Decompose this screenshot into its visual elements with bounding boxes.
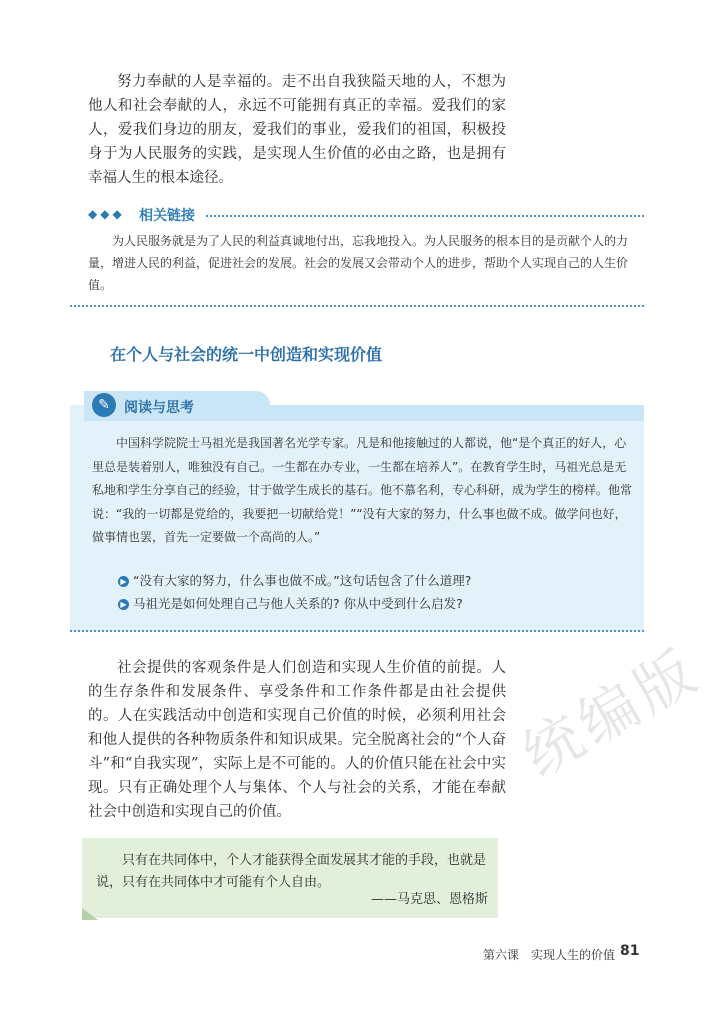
- quote-text: 只有在共同体中，个人才能获得全面发展其才能的手段，也就是说，只有在共同体中才可能有个人自由。: [96, 853, 487, 890]
- reading-icon: ✎: [92, 393, 116, 417]
- quote-author: ——马克思、恩格斯: [370, 892, 488, 907]
- diamond-bullets-icon: ◆◆◆: [88, 207, 125, 221]
- body-paragraph-1: 努力奉献的人是幸福的。走不出自我狭隘天地的人，不想为他人和社会奉献的人，永远不可能拥有真正的幸福。爱我们的家人，爱我们身边的朋友，爱我们的事业，爱我们的祖国，积极投身于为人民服务的实践，是实现人生价值的必由之路，也是拥有幸福人生的根本途径。: [88, 74, 506, 186]
- dotted-divider: [70, 630, 644, 632]
- section-title: 在个人与社会的统一中创造和实现价值: [110, 345, 383, 364]
- footer-chapter: 第六课 实现人生的价值: [483, 948, 616, 962]
- watermark: 统编版: [511, 635, 712, 791]
- related-link-text: 为人民服务就是为了人民的利益真诚地付出，忘我地投入。为人民服务的根本目的是贡献个人的力量，增进人民的利益，促进社会的发展。社会的发展又会带动个人的进步，帮助个人实现自己的人生价值。: [88, 234, 629, 292]
- related-link-title: 相关链接: [139, 208, 195, 224]
- body-paragraph-2: 社会提供的客观条件是人们创造和实现人生价值的前提。人的生存条件和发展条件、享受条件和工作条件都是由社会提供的。人在实践活动中创造和实现自己价值的时候，必须利用社会和他人提供的各种物质条件和知识成果。完全脱离社会的“个人奋斗”和“自我实现”，实际上是不可能的。人的价值只能在社会中实现。只有正确处理个人与集体、个人与社会的关系，才能在奉献社会中创造和实现自己的价值。: [88, 660, 506, 820]
- dotted-divider: [206, 215, 644, 217]
- page-number: 81: [620, 943, 640, 959]
- reading-question: [118, 594, 463, 612]
- arrow-bullet-icon: ▶: [118, 576, 129, 587]
- question-text: “没有大家的努力，什么事也做不成。”这句话包含了什么道理?: [133, 573, 472, 588]
- question-text: 马祖光是如何处理自己与他人关系的? 你从中受到什么启发?: [133, 596, 463, 611]
- reading-text: 中国科学院院士马祖光是我国著名光学专家。凡是和他接触过的人都说，他“是个真正的好人，心里总是装着别人，唯独没有自己。一生都在办专业，一生都在培养人”。在教育学生时，马祖光总是无私地和学生分享自己的经验，甘于做学生成长的基石。他不慕名利，专心科研，成为学生的榜样。他常说：“我的一切都是党给的，我要把一切献给党！”“没有大家的努力，什么事也做不成。做学问也好，做事情也罢，首先一定要做一个高尚的人。”: [92, 436, 633, 544]
- quote-fold-corner: [82, 908, 98, 920]
- reading-question: [118, 571, 471, 589]
- dotted-divider: [70, 305, 644, 307]
- related-link-header: [88, 205, 644, 227]
- arrow-bullet-icon: ▶: [118, 599, 129, 610]
- reading-title: 阅读与思考: [124, 400, 194, 416]
